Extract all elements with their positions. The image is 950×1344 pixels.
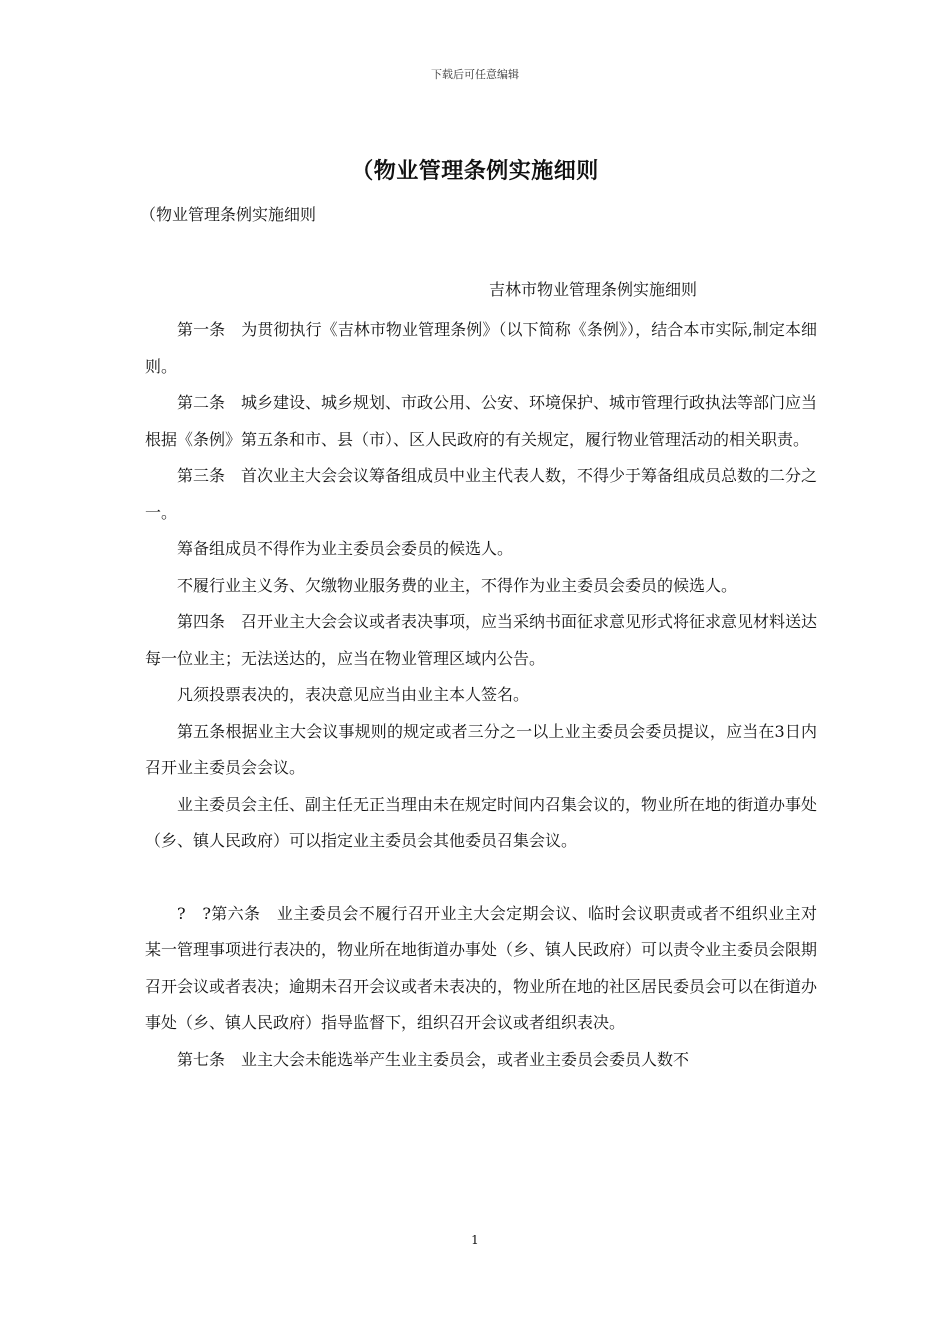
document-subtitle: （物业管理条例实施细则 xyxy=(140,205,317,224)
article-4-clause-2: 凡须投票表决的，表决意见应当由业主本人签名。 xyxy=(177,685,530,704)
article-5-clause-2: 业主委员会主任、副主任无正当理由未在规定时间内召集会议的，物业所在地的街道办事处（乡、镇人民政府）可以指定业主委员会其他委员召集会议。 xyxy=(145,794,818,850)
header-note: 下载后可任意编辑 xyxy=(431,68,519,81)
article-3-clause-3: 不履行业主义务、欠缴物业服务费的业主，不得作为业主委员会委员的候选人。 xyxy=(177,575,738,595)
article-1: 第一条 为贯彻执行《吉林市物业管理条例》（以下简称《条例》），结合本市实际,制定本细则。 xyxy=(145,320,817,376)
document-body xyxy=(145,312,817,1078)
article-6: ? ?第六条 业主委员会不履行召开业主大会定期会议、临时会议职责或者不组织业主对某一管理事项进行表决的，物业所在地街道办事处（乡、镇人民政府）可以责令业主委员会限期召开会议或者表决；逾期未召开会议或者未表决的，物业所在地的社区居民委员会可以在街道办事处（乡、镇人民政府）指导监督下，组织召开会议或者组织表决。 xyxy=(145,903,818,1032)
document-title: （物业管理条例实施细则 xyxy=(351,158,599,184)
page-number: 1 xyxy=(471,1233,479,1247)
article-3: 第三条 首次业主大会会议筹备组成员中业主代表人数，不得少于筹备组成员总数的二分之一。 xyxy=(145,466,818,522)
regulation-title: 吉林市物业管理条例实施细则 xyxy=(489,280,698,299)
article-2: 第二条 城乡建设、城乡规划、市政公用、公安、环境保护、城市管理行政执法等部门应当根据《条例》第五条和市、县（市）、区人民政府的有关规定，履行物业管理活动的相关职责。 xyxy=(145,393,818,449)
article-3-clause-2: 筹备组成员不得作为业主委员会委员的候选人。 xyxy=(177,539,514,558)
article-7: 第七条 业主大会未能选举产生业主委员会，或者业主委员会委员人数不 xyxy=(177,1049,690,1069)
article-4: 第四条 召开业主大会会议或者表决事项，应当采纳书面征求意见形式将征求意见材料送达每一位业主；无法送达的，应当在物业管理区域内公告。 xyxy=(145,612,818,668)
article-5: 第五条根据业主大会议事规则的规定或者三分之一以上业主委员会委员提议，应当在3日内召开业主委员会会议。 xyxy=(145,721,817,777)
